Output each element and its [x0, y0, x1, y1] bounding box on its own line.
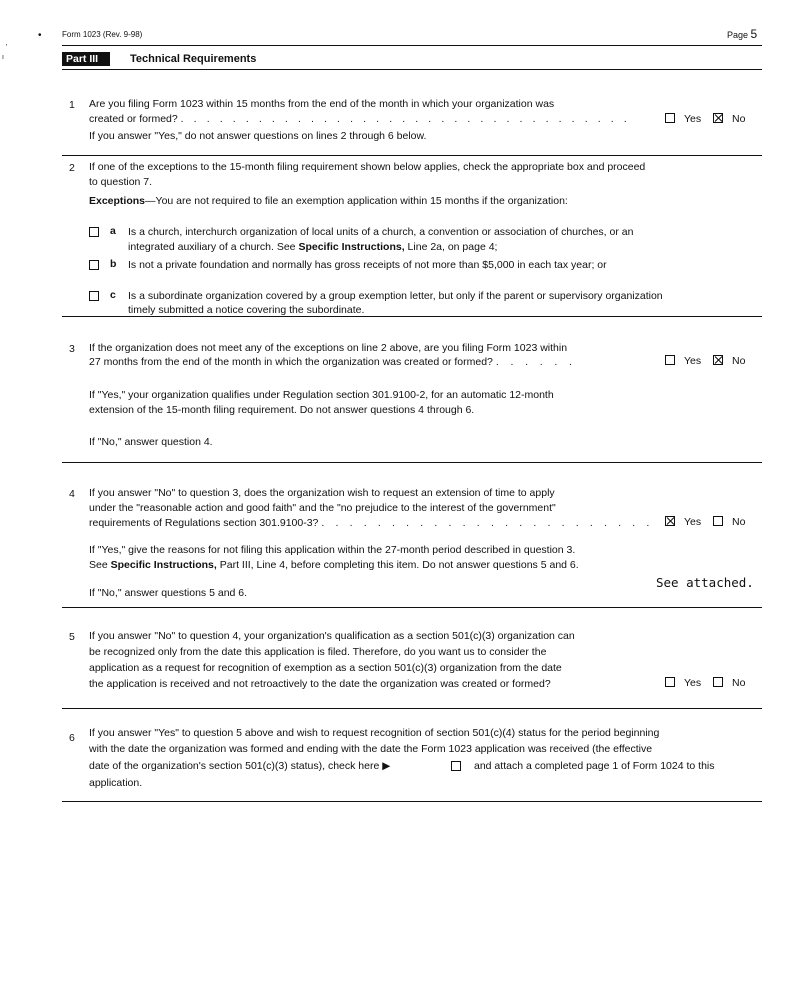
question-number: 2 — [69, 162, 75, 174]
q5-no-checkbox[interactable] — [713, 677, 723, 687]
q4-text: See — [89, 559, 111, 571]
question-number: 1 — [69, 99, 75, 111]
q1-yes-checkbox[interactable] — [665, 113, 675, 123]
q5-text-line2: be recognized only from the date this application is filed. Therefore, do you want us to consider the — [89, 646, 547, 658]
specific-instructions-ref: Specific Instructions, — [110, 559, 217, 571]
question-number: 5 — [69, 631, 75, 643]
q4-text: requirements of Regulations section 301.9100-3? — [89, 517, 319, 529]
q3-no-checkbox[interactable] — [713, 355, 723, 365]
page-label: Page — [727, 30, 749, 40]
q1-no-checkbox[interactable] — [713, 113, 723, 123]
part-tag: Part III — [62, 52, 110, 66]
q2c-text-line1: Is a subordinate organization covered by a group exemption letter, but only if the parent or supervisory organization — [128, 290, 663, 302]
q2a-letter: a — [110, 225, 116, 237]
q4-text-line2: under the "reasonable action and good faith" and the "no prejudice to the interest of the government" — [89, 502, 556, 514]
q4-no-checkbox[interactable] — [713, 516, 723, 526]
q3-yes-checkbox[interactable] — [665, 355, 675, 365]
q6-text-line3-post: and attach a completed page 1 of Form 1024 to this — [474, 760, 715, 772]
q6-text-line1: If you answer "Yes" to question 5 above and wish to request recognition of section 501(c)(4) status for the period beginning — [89, 727, 660, 739]
q1-text-line2 — [89, 112, 630, 127]
leader-dots: . . . . . . . . . . . . . . . . . . . . . . . . — [321, 517, 654, 529]
exceptions-text: —You are not required to file an exemption application within 15 months if the organization: — [145, 195, 568, 207]
scan-speck: • — [38, 30, 42, 41]
q1-no-label: No — [732, 113, 746, 125]
q2-text-line2: to question 7. — [89, 176, 153, 188]
q2c-letter: c — [110, 289, 116, 301]
q5-text-line4: the application is received and not retroactively to the date the organization was created or formed? — [89, 678, 551, 690]
q5-text-line3: application as a request for recognition of exemption as a section 501(c)(3) organization from the date — [89, 662, 562, 674]
q1-text-line1: Are you filing Form 1023 within 15 months from the end of the month in which your organization was — [89, 98, 555, 110]
q3-no-label: No — [732, 355, 746, 367]
q2a-text-line1: Is a church, interchurch organization of local units of a church, a convention or association of churches, or an — [128, 226, 634, 238]
divider — [62, 462, 762, 463]
q6-text-line3-pre: date of the organization's section 501(c)(3) status), check here ▶ — [89, 760, 391, 772]
handwritten-response: See attached. — [656, 575, 754, 590]
q3-para2: If "No," answer question 4. — [89, 436, 213, 448]
q2-text-line1: If one of the exceptions to the 15-month filing requirement shown below applies, check the appropriate box and proceed — [89, 161, 646, 173]
q2-exceptions — [89, 194, 568, 209]
q2a-text: Line 2a, on page 4; — [404, 241, 498, 253]
q4-text-line1: If you answer "No" to question 3, does the organization wish to request an extension of time to apply — [89, 487, 555, 499]
q2c-text-line2: timely submitted a notice covering the subordinate. — [128, 304, 365, 316]
q4-yes-checkbox[interactable] — [665, 516, 675, 526]
q3-para1-line2: extension of the 15-month filing requirement. Do not answer questions 4 through 6. — [89, 404, 475, 416]
q4-para1-line1: If "Yes," give the reasons for not filing this application within the 27-month period described in question 3. — [89, 544, 576, 556]
q4-no-label: No — [732, 516, 746, 528]
leader-dots: . . . . . . — [495, 356, 577, 368]
q3-text-line1: If the organization does not meet any of the exceptions on line 2 above, are you filing Form 1023 within — [89, 342, 568, 354]
divider — [62, 316, 762, 317]
question-number: 4 — [69, 488, 75, 500]
exceptions-label: Exceptions — [89, 195, 146, 207]
q3-text: 27 months from the end of the month in which the organization was created or formed? — [89, 356, 493, 368]
q4-para1-line2 — [89, 558, 579, 573]
q6-text-line2: with the date the organization was formed and ending with the date the Form 1023 application was received (the effective — [89, 743, 653, 755]
q5-yes-label: Yes — [684, 677, 702, 689]
q4-text: Part III, Line 4, before completing this item. Do not answer questions 5 and 6. — [216, 559, 579, 571]
scan-speck: ' — [6, 44, 8, 51]
q3-text-line2 — [89, 355, 576, 370]
q2a-checkbox[interactable] — [89, 227, 99, 237]
divider — [62, 45, 762, 46]
q2b-checkbox[interactable] — [89, 260, 99, 270]
q3-yes-label: Yes — [684, 355, 702, 367]
page-number — [727, 27, 757, 41]
divider — [62, 69, 762, 70]
q1-text: created or formed? — [89, 113, 178, 125]
q3-para1-line1: If "Yes," your organization qualifies under Regulation section 301.9100-2, for an automatic 12-month — [89, 389, 554, 401]
divider — [62, 801, 762, 802]
q4-text-line3 — [89, 516, 654, 531]
q2a-text: integrated auxiliary of a church. See — [128, 241, 299, 253]
q4-yes-label: Yes — [684, 516, 702, 528]
specific-instructions-ref: Specific Instructions, — [298, 241, 405, 253]
q1-yes-label: Yes — [684, 113, 702, 125]
q6-checkbox[interactable] — [451, 761, 461, 771]
q2a-text-line2 — [128, 240, 497, 255]
divider — [62, 708, 762, 709]
form-id: Form 1023 (Rev. 9-98) — [62, 30, 143, 39]
question-number: 3 — [69, 343, 75, 355]
q1-text-line3: If you answer "Yes," do not answer questions on lines 2 through 6 below. — [89, 130, 427, 142]
q6-text-line4: application. — [89, 777, 143, 789]
page-number-value: 5 — [750, 27, 758, 41]
leader-dots: . . . . . . . . . . . . . . . . . . . . . . . . . . . . . . . . . . . — [180, 113, 631, 125]
part-title: Technical Requirements — [130, 53, 257, 65]
q5-yes-checkbox[interactable] — [665, 677, 675, 687]
scan-speck: ı — [2, 54, 4, 61]
question-number: 6 — [69, 732, 75, 744]
q5-text-line1: If you answer "No" to question 4, your organization's qualification as a section 501(c)(3) organization can — [89, 630, 575, 642]
q2b-letter: b — [110, 258, 117, 270]
divider — [62, 155, 762, 156]
q2b-text-line1: Is not a private foundation and normally has gross receipts of not more than $5,000 in each tax year; or — [128, 259, 607, 271]
q2c-checkbox[interactable] — [89, 291, 99, 301]
divider — [62, 607, 762, 608]
q5-no-label: No — [732, 677, 746, 689]
q4-para2: If "No," answer questions 5 and 6. — [89, 587, 248, 599]
